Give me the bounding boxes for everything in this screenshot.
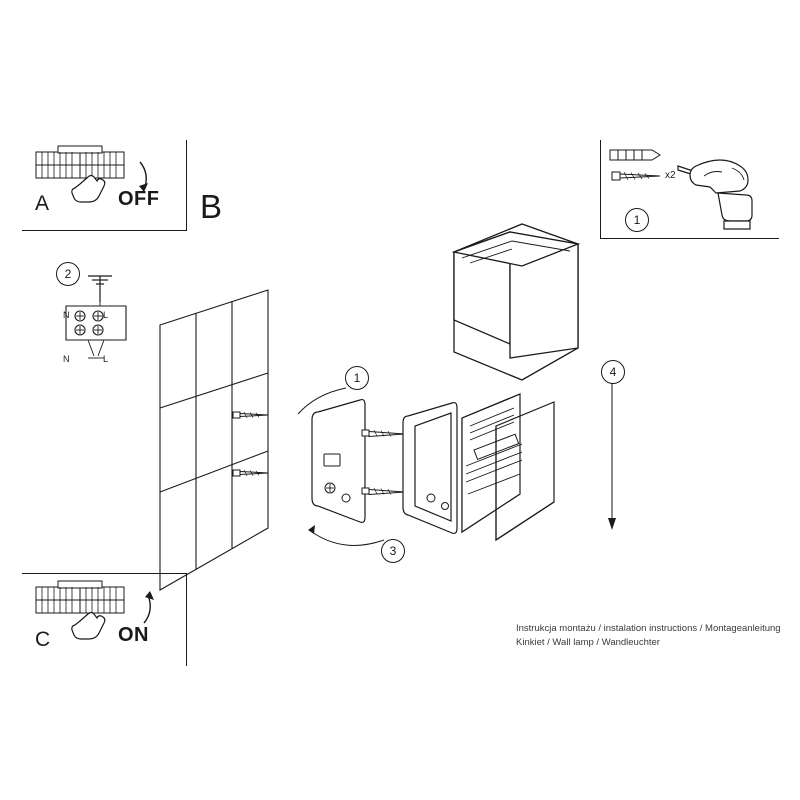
- terminal-label-n-top: N: [63, 310, 70, 320]
- panel-a-state-label: OFF: [118, 188, 160, 210]
- footer-line-2: Kinkiet / Wall lamp / Wandleuchter: [516, 637, 660, 648]
- drill-multiplier-label: x2: [665, 170, 676, 181]
- callout-3-marker: 3: [381, 539, 405, 563]
- panel-c-state-label: ON: [118, 624, 149, 646]
- callout-2-wiring: 2: [56, 262, 80, 286]
- switch-off-panel-graphics: [22, 140, 192, 232]
- callout-1-marker: 1: [345, 366, 369, 390]
- callout-4-marker: 4: [601, 360, 625, 384]
- panel-b-letter: B: [200, 188, 223, 225]
- terminal-label-l-bottom: L: [103, 354, 109, 364]
- terminal-label-n-bottom: N: [63, 354, 70, 364]
- main-assembly-drawing: [140, 230, 660, 630]
- panel-a-letter: A: [35, 192, 50, 215]
- footer-block: [516, 622, 784, 650]
- footer-line-1: Instrukcja montażu / instalation instructions / Montageanleitung: [516, 623, 781, 634]
- panel-c-letter: C: [35, 628, 51, 651]
- callout-1-drill: 1: [625, 208, 649, 232]
- terminal-label-l-top: L: [103, 310, 109, 320]
